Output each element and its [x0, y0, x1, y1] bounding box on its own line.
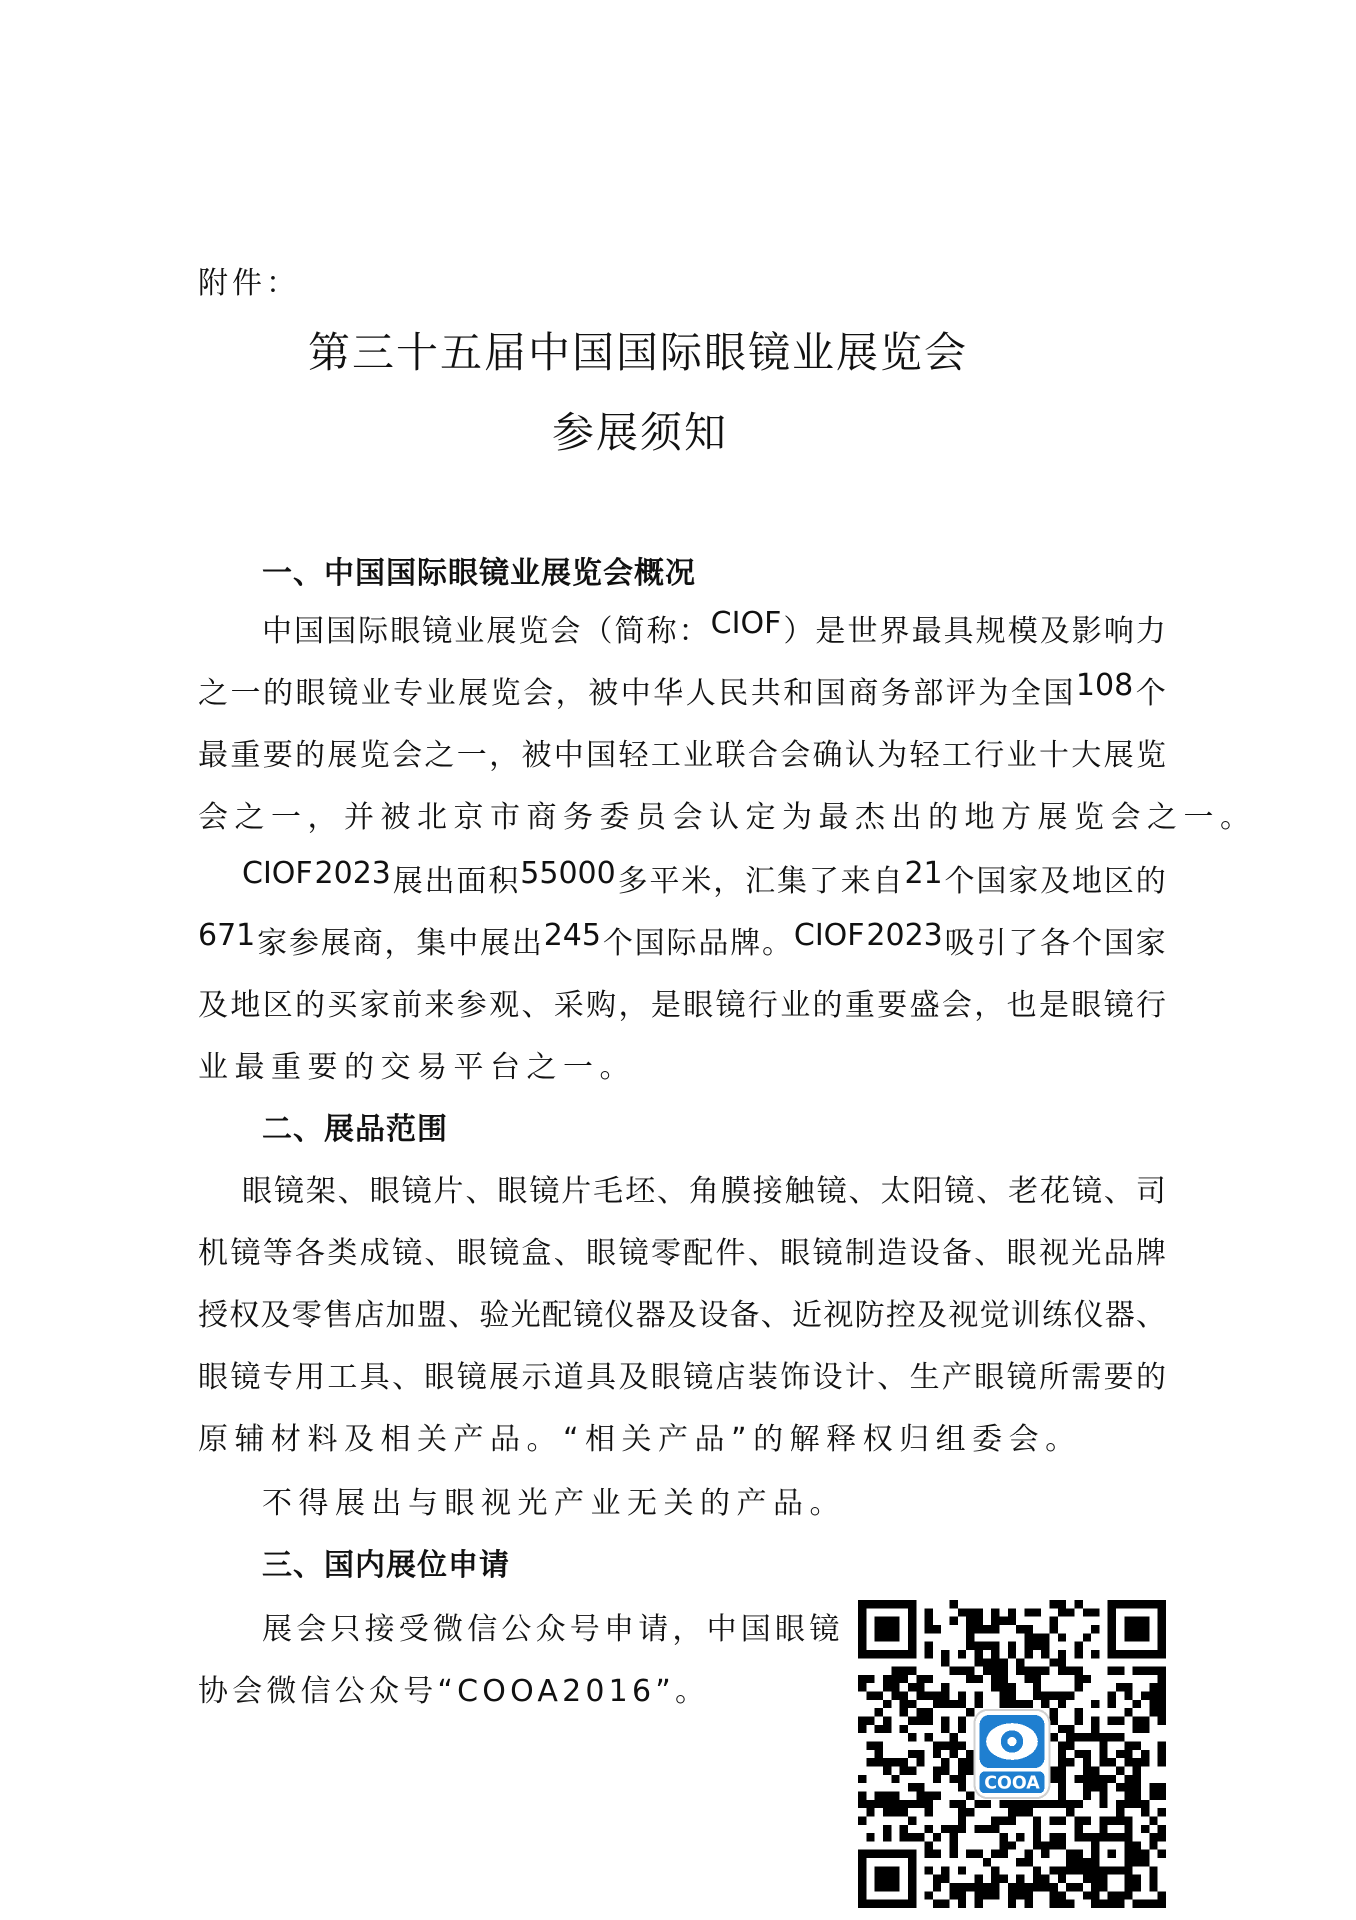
qr-finder-bottom-left: [858, 1850, 916, 1908]
section3-para1-line1: 展会只接受微信公众号申请，中国眼镜: [262, 1612, 844, 1647]
section2-heading: 二、展品范围: [262, 1112, 448, 1147]
qr-finder-top-right: [1108, 1600, 1166, 1658]
cooa-logo: [975, 1710, 1050, 1798]
section1-para2-line2: 671 家 参 展 商 ， 集 中 展 出 245 个 国 际 品 牌 。 CIOF 2023 吸 引 了 各 个 国 家: [198, 918, 1166, 961]
section2-para1-line2: 机 镜 等 各 类 成 镜 、 眼 镜 盒 、 眼 镜 零 配 件 、 眼 镜 制 造 设 备 、 眼 视 光 品 牌: [198, 1236, 1166, 1271]
section1-para1-line3: 最 重 要 的 展 览 会 之 一 ， 被 中 国 轻 工 业 联 合 会 确 认 为 轻 工 行 业 十 大 展 览: [198, 738, 1166, 773]
section2-para2: 不得展出与眼视光产业无关的产品。: [262, 1486, 846, 1521]
section2-para1-line5: 原辅材料及相关产品。“相关产品”的解释权归组委会。: [198, 1422, 1082, 1457]
section1-para1-line1: 中 国 国 际 眼 镜 业 展 览 会 （ 简 称 ： CIOF ） 是 世 界 最 具 规 模 及 影 响 力: [262, 606, 1166, 649]
section1-para2-line4: 业最重要的交易平台之一。: [198, 1050, 636, 1085]
section2-para1-line1: 眼 镜 架 、 眼 镜 片 、 眼 镜 片 毛 坯 、 角 膜 接 触 镜 、 太 阳 镜 、 老 花 镜 、 司: [242, 1174, 1166, 1209]
section3-para1-line2: 协会微信公众号“COOA2016”。: [198, 1674, 710, 1709]
section1-para2-line3: 及 地 区 的 买 家 前 来 参 观 、 采 购 ， 是 眼 镜 行 业 的 重 要 盛 会 ， 也 是 眼 镜 行: [198, 988, 1166, 1023]
section1-para1-line2: 之 一 的 眼 镜 业 专 业 展 览 会 ， 被 中 华 人 民 共 和 国 商 务 部 评 为 全 国 108 个: [198, 668, 1166, 711]
attachment-label: 附件：: [198, 266, 300, 301]
cooa-logo-text: COOA: [984, 1773, 1040, 1794]
qr-finder-top-left: [858, 1600, 916, 1658]
document-title: 第三十五届中国国际眼镜业展览会: [307, 328, 968, 377]
wechat-qr-code: [858, 1600, 1166, 1908]
section2-para1-line4: 眼 镜 专 用 工 具 、 眼 镜 展 示 道 具 及 眼 镜 店 装 饰 设 计 、 生 产 眼 镜 所 需 要 的: [198, 1360, 1166, 1395]
section1-para2-line1: CIOF 2023 展 出 面 积 55000 多 平 米 ， 汇 集 了 来 自 21 个 国 家 及 地 区 的: [242, 856, 1166, 899]
section2-para1-line3: 授 权 及 零 售 店 加 盟 、 验 光 配 镜 仪 器 及 设 备 、 近 视 防 控 及 视 觉 训 练 仪 器 、: [198, 1298, 1166, 1333]
section3-heading: 三、国内展位申请: [262, 1548, 510, 1583]
document-subtitle: 参展须知: [551, 408, 728, 457]
section1-para1-line4: 会之一，并被北京市商务委员会认定为最杰出的地方展览会之一。: [198, 800, 1257, 835]
section1-heading: 一、中国国际眼镜业展览会概况: [262, 556, 696, 591]
